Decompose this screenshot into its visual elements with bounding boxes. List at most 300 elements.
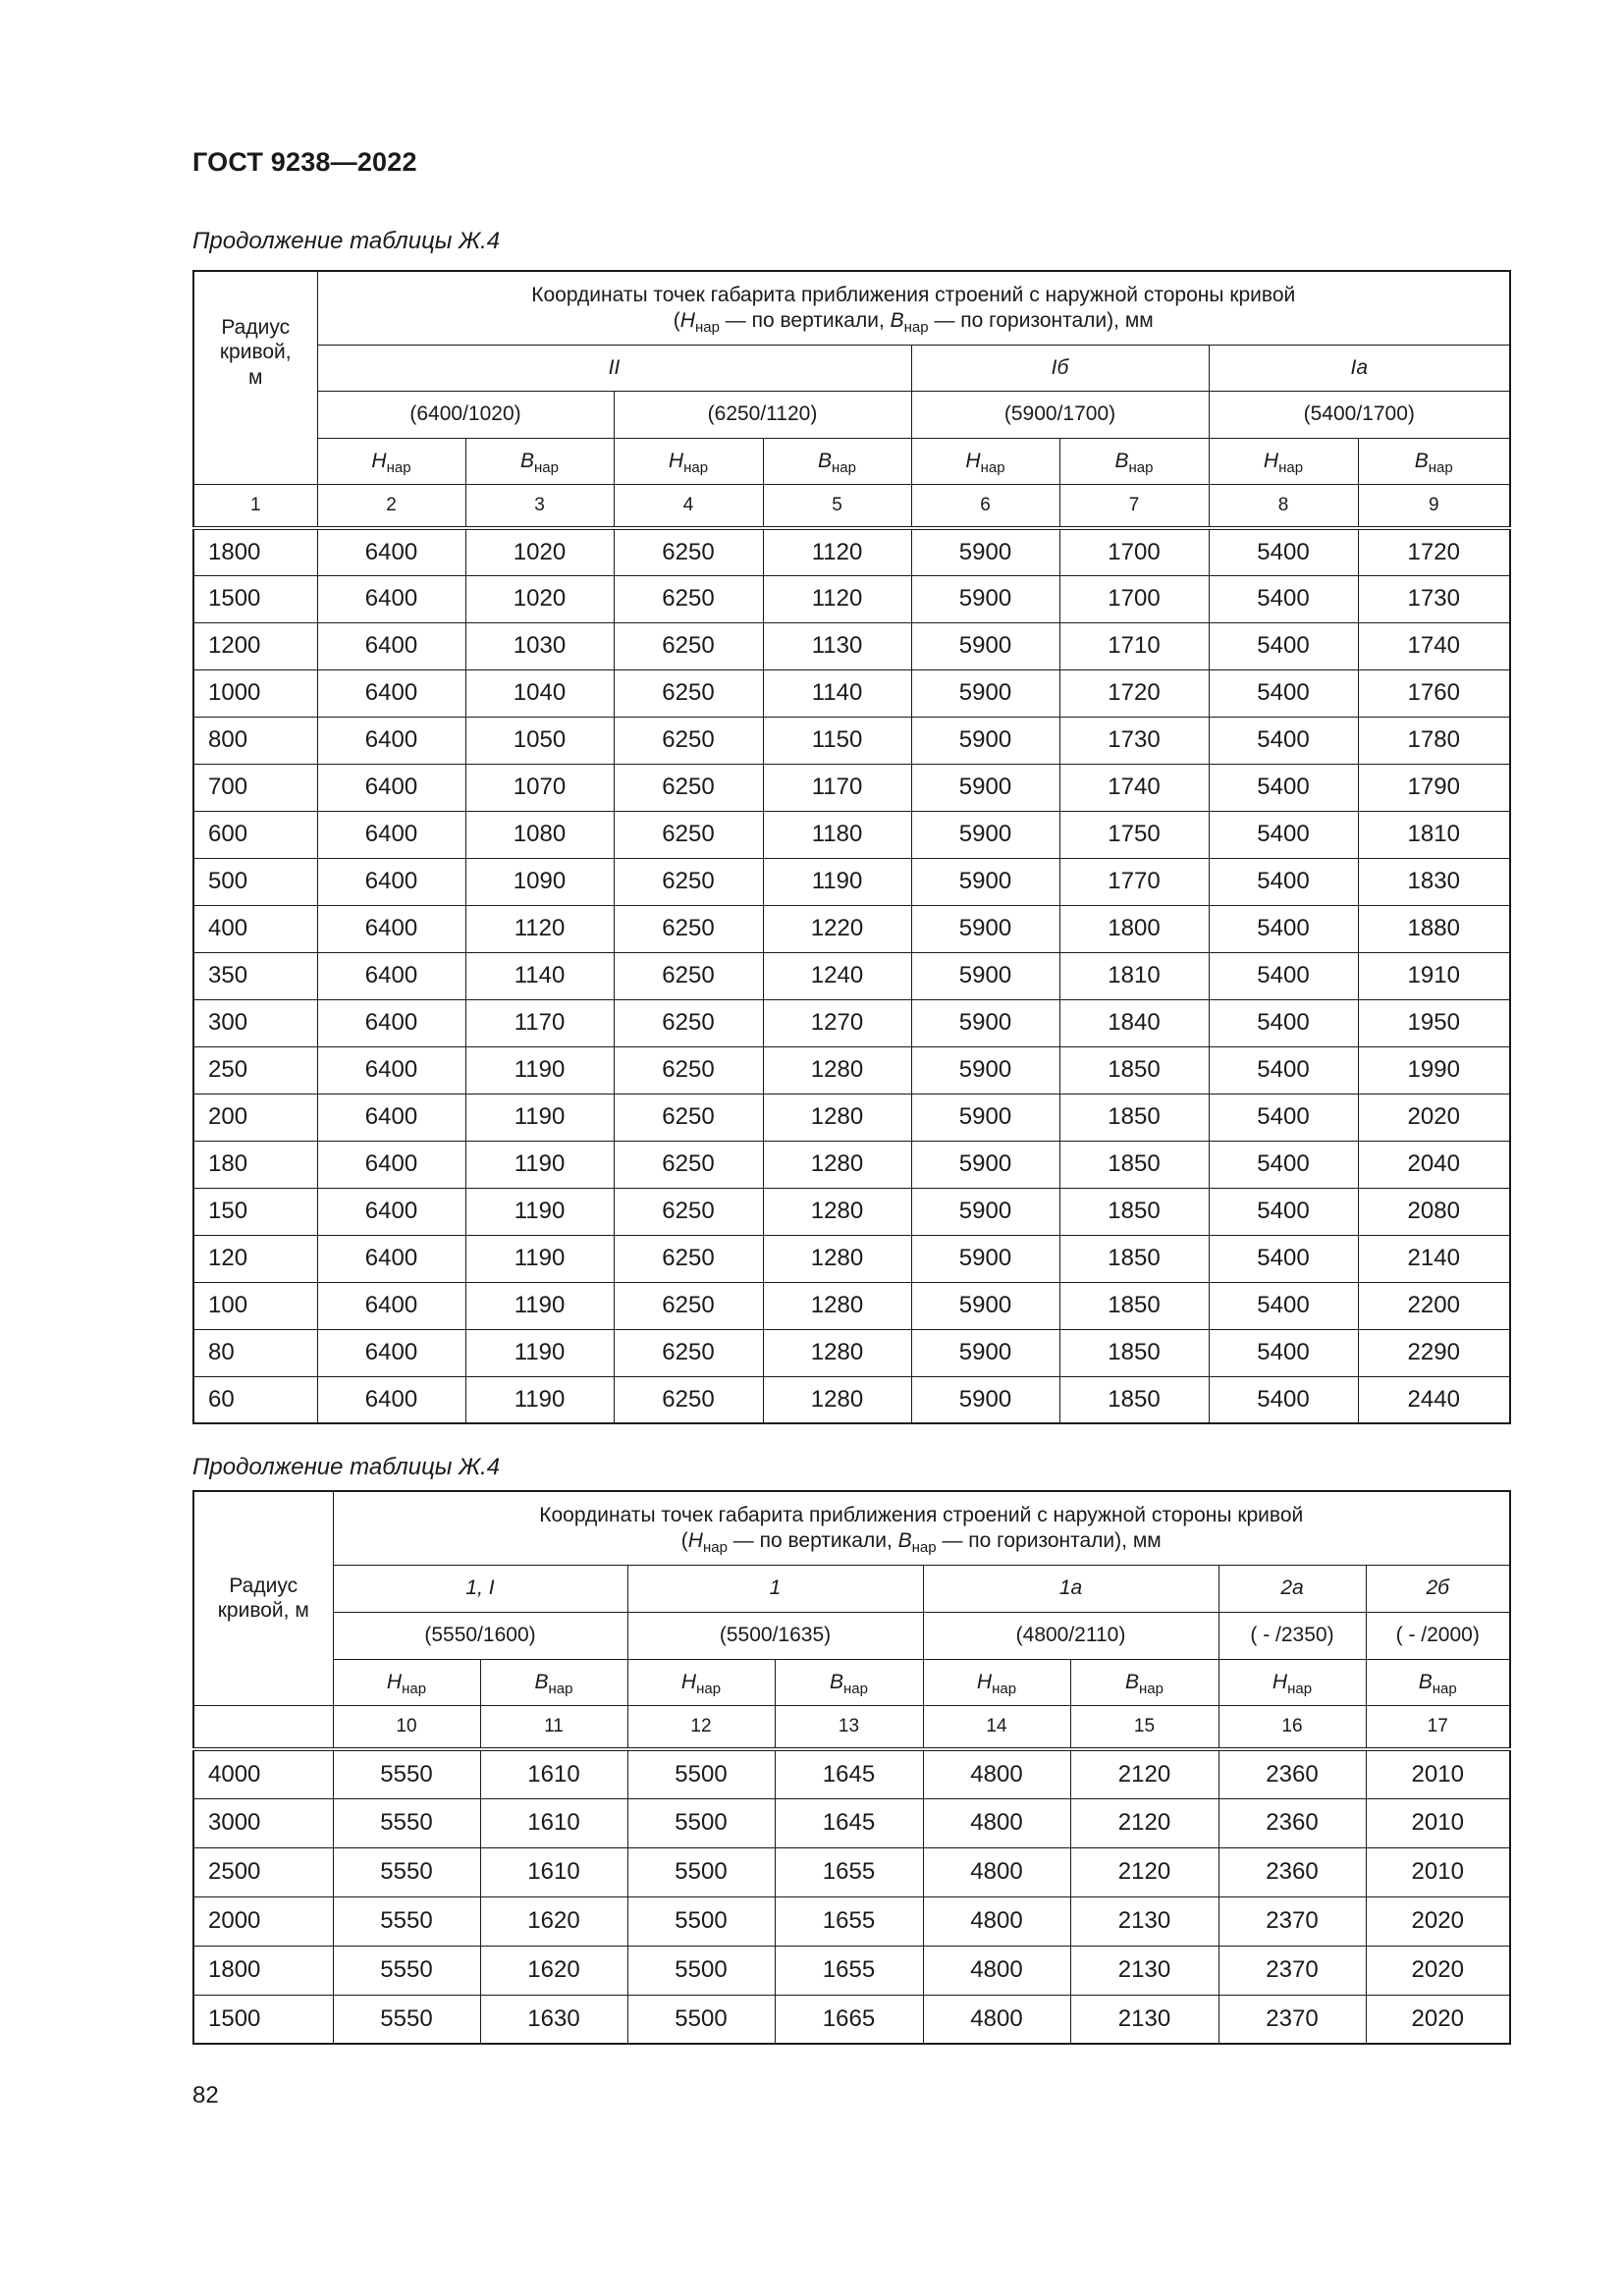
value-cell: 5400 [1209,764,1358,811]
value-cell: 2130 [1070,1896,1218,1946]
table-row [193,1329,1510,1376]
radius-cell: 1500 [193,1995,333,2044]
value-cell: 6250 [614,622,763,669]
value-cell: 5500 [627,1847,775,1896]
radius-cell: 1500 [193,575,317,622]
value-cell: 5900 [911,1141,1059,1188]
value-cell: 1655 [775,1896,923,1946]
value-cell: 1280 [763,1141,911,1188]
table-row [193,1946,1510,1995]
value-cell: 1630 [480,1995,627,2044]
value-cell: 5900 [911,622,1059,669]
value-cell: 2120 [1070,1749,1218,1798]
gabarit-header: (5550/1600) [333,1612,627,1659]
group-title [317,271,1510,345]
value-cell: 1180 [763,811,911,858]
value-cell: 1070 [465,764,614,811]
value-cell: 2370 [1218,1995,1366,2044]
value-cell: 1645 [775,1798,923,1847]
value-cell: 6250 [614,764,763,811]
value-cell: 2020 [1366,1896,1510,1946]
value-cell: 6400 [317,1282,465,1329]
column-number: 17 [1366,1705,1510,1749]
value-cell: 6400 [317,717,465,764]
value-cell: 2020 [1366,1995,1510,2044]
value-cell: 5900 [911,811,1059,858]
value-cell: 1950 [1358,999,1510,1046]
value-cell: 5400 [1209,1141,1358,1188]
value-cell: 1760 [1358,669,1510,717]
value-cell: 1140 [763,669,911,717]
radius-cell: 100 [193,1282,317,1329]
value-cell: 5400 [1209,528,1358,575]
value-cell: 1280 [763,1376,911,1423]
value-cell: 5400 [1209,952,1358,999]
radius-cell: 2000 [193,1896,333,1946]
value-cell: 1850 [1059,1282,1209,1329]
h-symbol-header: $H_{нар}$ [1209,438,1358,484]
value-cell: 1020 [465,575,614,622]
value-cell: 5900 [911,858,1059,905]
value-cell: 1740 [1358,622,1510,669]
b-symbol-header: $B_{нар}$ [1059,438,1209,484]
value-cell: 1190 [465,1046,614,1094]
b-symbol-header: $B_{нар}$ [480,1659,627,1705]
value-cell: 6400 [317,1094,465,1141]
table-row [193,1141,1510,1188]
h-symbol-header: $H_{нар}$ [1218,1659,1366,1705]
table-row [193,1188,1510,1235]
column-number: 8 [1209,484,1358,528]
value-cell: 1020 [465,528,614,575]
group-title-line2: ($H_{нар}$ — по вертикали, $B_{нар}$ — по горизонтали), мм [673,308,1154,336]
value-cell: 1280 [763,1329,911,1376]
value-cell: 1150 [763,717,911,764]
value-cell: 4800 [923,1749,1070,1798]
value-cell: 5550 [333,1896,480,1946]
value-cell: 5400 [1209,811,1358,858]
column-number: 4 [614,484,763,528]
gabarit-header: (5400/1700) [1209,391,1510,438]
value-cell: 5400 [1209,1235,1358,1282]
value-cell: 6250 [614,575,763,622]
value-cell: 1990 [1358,1046,1510,1094]
value-cell: 1850 [1059,1188,1209,1235]
column-number: 6 [911,484,1059,528]
table-row [193,952,1510,999]
radius-cell: 400 [193,905,317,952]
radius-cell: 200 [193,1094,317,1141]
b-symbol-header: $B_{нар}$ [763,438,911,484]
table-row [193,1094,1510,1141]
group-title-line2: ($H_{нар}$ — по вертикали, $B_{нар}$ — по горизонтали), мм [680,1528,1162,1556]
value-cell: 1190 [465,1376,614,1423]
value-cell: 5400 [1209,1046,1358,1094]
value-cell: 5550 [333,1749,480,1798]
value-cell: 2130 [1070,1946,1218,1995]
value-cell: 1280 [763,1094,911,1141]
group-title-line1: Координаты точек габарита приближения строений с наружной стороны кривой [539,1504,1304,1527]
value-cell: 2120 [1070,1798,1218,1847]
radius-cell: 3000 [193,1798,333,1847]
gabarit-header: ( - /2350) [1218,1612,1366,1659]
radius-cell: 80 [193,1329,317,1376]
value-cell: 2010 [1366,1749,1510,1798]
value-cell: 1655 [775,1847,923,1896]
value-cell: 4800 [923,1798,1070,1847]
table-row [193,1798,1510,1847]
value-cell: 1190 [465,1329,614,1376]
value-cell: 1710 [1059,622,1209,669]
radius-cell: 500 [193,858,317,905]
column-number: 10 [333,1705,480,1749]
value-cell: 1645 [775,1749,923,1798]
value-cell: 5550 [333,1847,480,1896]
value-cell: 6250 [614,1188,763,1235]
class-header: II [317,345,911,391]
value-cell: 2360 [1218,1798,1366,1847]
radius-cell: 1800 [193,1946,333,1995]
value-cell: 6400 [317,858,465,905]
value-cell: 6400 [317,622,465,669]
value-cell: 2200 [1358,1282,1510,1329]
value-cell: 5500 [627,1995,775,2044]
value-cell: 1610 [480,1798,627,1847]
value-cell: 2290 [1358,1329,1510,1376]
radius-cell: 150 [193,1188,317,1235]
value-cell: 6250 [614,1235,763,1282]
value-cell: 1850 [1059,1235,1209,1282]
radius-cell: 250 [193,1046,317,1094]
value-cell: 5900 [911,669,1059,717]
value-cell: 5900 [911,575,1059,622]
value-cell: 5900 [911,1282,1059,1329]
table-row [193,905,1510,952]
value-cell: 1700 [1059,575,1209,622]
value-cell: 6250 [614,1094,763,1141]
column-number: 12 [627,1705,775,1749]
b-symbol-header: $B_{нар}$ [1358,438,1510,484]
h-symbol-header: $H_{нар}$ [923,1659,1070,1705]
value-cell: 1610 [480,1847,627,1896]
radius-cell: 700 [193,764,317,811]
radius-cell: 2500 [193,1847,333,1896]
value-cell: 1830 [1358,858,1510,905]
value-cell: 6400 [317,1376,465,1423]
value-cell: 5500 [627,1798,775,1847]
radius-header-spacer [193,1705,333,1749]
value-cell: 6250 [614,1329,763,1376]
value-cell: 6250 [614,952,763,999]
radius-cell: 60 [193,1376,317,1423]
table-row [193,764,1510,811]
value-cell: 1190 [465,1141,614,1188]
radius-cell: 1200 [193,622,317,669]
value-cell: 6400 [317,811,465,858]
value-cell: 2130 [1070,1995,1218,2044]
value-cell: 6400 [317,528,465,575]
column-number: 14 [923,1705,1070,1749]
value-cell: 6250 [614,717,763,764]
table2 [192,1490,1511,2045]
value-cell: 2020 [1358,1094,1510,1141]
value-cell: 1030 [465,622,614,669]
page-number: 82 [192,2082,219,2109]
value-cell: 1850 [1059,1376,1209,1423]
value-cell: 5400 [1209,858,1358,905]
h-symbol-header: $H_{нар}$ [627,1659,775,1705]
value-cell: 1665 [775,1995,923,2044]
table-row [193,1376,1510,1423]
document-standard-number: ГОСТ 9238—2022 [192,147,417,177]
value-cell: 4800 [923,1896,1070,1946]
table-row [193,1995,1510,2044]
value-cell: 1190 [465,1094,614,1141]
value-cell: 1080 [465,811,614,858]
table-row [193,1046,1510,1094]
value-cell: 6250 [614,1141,763,1188]
radius-cell: 4000 [193,1749,333,1798]
value-cell: 2080 [1358,1188,1510,1235]
value-cell: 1750 [1059,811,1209,858]
radius-cell: 800 [193,717,317,764]
value-cell: 5550 [333,1946,480,1995]
table-row [193,1847,1510,1896]
gabarit-header: (5500/1635) [627,1612,923,1659]
column-number: 2 [317,484,465,528]
value-cell: 1655 [775,1946,923,1995]
value-cell: 1730 [1059,717,1209,764]
column-number: 15 [1070,1705,1218,1749]
value-cell: 1770 [1059,858,1209,905]
column-number: 5 [763,484,911,528]
value-cell: 5900 [911,1376,1059,1423]
value-cell: 1050 [465,717,614,764]
class-header: 1, I [333,1565,627,1612]
value-cell: 1280 [763,1046,911,1094]
value-cell: 6250 [614,528,763,575]
value-cell: 1620 [480,1896,627,1946]
value-cell: 1190 [465,1188,614,1235]
column-number: 13 [775,1705,923,1749]
b-symbol-header: $B_{нар}$ [1366,1659,1510,1705]
table-row [193,575,1510,622]
value-cell: 6400 [317,1141,465,1188]
class-header: 2б [1366,1565,1510,1612]
gabarit-header: (4800/2110) [923,1612,1218,1659]
column-number: 7 [1059,484,1209,528]
value-cell: 5400 [1209,1094,1358,1141]
value-cell: 6400 [317,575,465,622]
value-cell: 5550 [333,1995,480,2044]
value-cell: 6250 [614,1376,763,1423]
value-cell: 1610 [480,1749,627,1798]
b-symbol-header: $B_{нар}$ [465,438,614,484]
table-row [193,669,1510,717]
radius-cell: 120 [193,1235,317,1282]
value-cell: 2360 [1218,1847,1366,1896]
value-cell: 5400 [1209,1376,1358,1423]
table1-body [193,528,1510,1423]
table-row [193,1749,1510,1798]
value-cell: 1190 [465,1282,614,1329]
class-header: Iа [1209,345,1510,391]
value-cell: 2040 [1358,1141,1510,1188]
value-cell: 5400 [1209,669,1358,717]
value-cell: 6400 [317,1235,465,1282]
value-cell: 5900 [911,528,1059,575]
value-cell: 5900 [911,764,1059,811]
table-row [193,858,1510,905]
table-row [193,717,1510,764]
class-header: Iб [911,345,1209,391]
value-cell: 6400 [317,1188,465,1235]
radius-cell: 1000 [193,669,317,717]
value-cell: 1120 [763,528,911,575]
value-cell: 2140 [1358,1235,1510,1282]
value-cell: 6250 [614,811,763,858]
value-cell: 5550 [333,1798,480,1847]
value-cell: 5400 [1209,905,1358,952]
column-number: 3 [465,484,614,528]
value-cell: 1850 [1059,1329,1209,1376]
value-cell: 6400 [317,952,465,999]
value-cell: 1620 [480,1946,627,1995]
group-title [333,1491,1510,1565]
class-header: 2а [1218,1565,1366,1612]
value-cell: 1810 [1358,811,1510,858]
value-cell: 6400 [317,999,465,1046]
radius-cell: 1800 [193,528,317,575]
value-cell: 2120 [1070,1847,1218,1896]
value-cell: 5900 [911,999,1059,1046]
value-cell: 1220 [763,905,911,952]
value-cell: 2020 [1366,1946,1510,1995]
value-cell: 6250 [614,905,763,952]
value-cell: 1090 [465,858,614,905]
h-symbol-header: $H_{нар}$ [911,438,1059,484]
table2-body [193,1749,1510,2044]
value-cell: 1190 [763,858,911,905]
value-cell: 1740 [1059,764,1209,811]
value-cell: 5900 [911,1094,1059,1141]
value-cell: 1850 [1059,1046,1209,1094]
table-row [193,1282,1510,1329]
value-cell: 5400 [1209,717,1358,764]
value-cell: 1130 [763,622,911,669]
table-row [193,1896,1510,1946]
group-title-line1: Координаты точек габарита приближения строений с наружной стороны кривой [531,284,1296,307]
gabarit-header: (6250/1120) [614,391,911,438]
value-cell: 6400 [317,1046,465,1094]
value-cell: 6250 [614,999,763,1046]
value-cell: 4800 [923,1995,1070,2044]
value-cell: 5400 [1209,575,1358,622]
value-cell: 5900 [911,905,1059,952]
value-cell: 4800 [923,1847,1070,1896]
gabarit-header: (6400/1020) [317,391,614,438]
h-symbol-header: $H_{нар}$ [317,438,465,484]
radius-cell: 600 [193,811,317,858]
value-cell: 1190 [465,1235,614,1282]
value-cell: 5400 [1209,1329,1358,1376]
radius-header: Радиус кривой, м [193,271,317,484]
value-cell: 1140 [465,952,614,999]
value-cell: 5400 [1209,622,1358,669]
value-cell: 5400 [1209,999,1358,1046]
value-cell: 6400 [317,764,465,811]
value-cell: 5900 [911,1329,1059,1376]
value-cell: 5500 [627,1896,775,1946]
value-cell: 5900 [911,717,1059,764]
value-cell: 2370 [1218,1946,1366,1995]
value-cell: 1270 [763,999,911,1046]
h-symbol-header: $H_{нар}$ [333,1659,480,1705]
h-symbol-header: $H_{нар}$ [614,438,763,484]
column-number: 11 [480,1705,627,1749]
value-cell: 1850 [1059,1141,1209,1188]
value-cell: 5400 [1209,1282,1358,1329]
value-cell: 1240 [763,952,911,999]
value-cell: 1880 [1358,905,1510,952]
value-cell: 1780 [1358,717,1510,764]
gabarit-header: ( - /2000) [1366,1612,1510,1659]
value-cell: 6250 [614,858,763,905]
table-row [193,528,1510,575]
table-row [193,1235,1510,1282]
value-cell: 1810 [1059,952,1209,999]
value-cell: 2010 [1366,1798,1510,1847]
radius-cell: 350 [193,952,317,999]
value-cell: 1720 [1059,669,1209,717]
radius-header: Радиус кривой, м [193,1491,333,1705]
value-cell: 1840 [1059,999,1209,1046]
column-number: 9 [1358,484,1510,528]
table1 [192,270,1511,1424]
value-cell: 1170 [465,999,614,1046]
table2-caption: Продолжение таблицы Ж.4 [192,1454,501,1480]
b-symbol-header: $B_{нар}$ [775,1659,923,1705]
class-header: 1 [627,1565,923,1612]
value-cell: 1120 [465,905,614,952]
value-cell: 5900 [911,1235,1059,1282]
value-cell: 6250 [614,669,763,717]
value-cell: 1850 [1059,1094,1209,1141]
table-row [193,811,1510,858]
value-cell: 1120 [763,575,911,622]
value-cell: 1280 [763,1235,911,1282]
value-cell: 5900 [911,1046,1059,1094]
value-cell: 1280 [763,1188,911,1235]
value-cell: 6400 [317,1329,465,1376]
value-cell: 2360 [1218,1749,1366,1798]
value-cell: 1790 [1358,764,1510,811]
value-cell: 2370 [1218,1896,1366,1946]
value-cell: 1040 [465,669,614,717]
value-cell: 6250 [614,1282,763,1329]
value-cell: 1730 [1358,575,1510,622]
gabarit-header: (5900/1700) [911,391,1209,438]
column-number: 16 [1218,1705,1366,1749]
value-cell: 1720 [1358,528,1510,575]
value-cell: 5500 [627,1749,775,1798]
value-cell: 5500 [627,1946,775,1995]
value-cell: 2440 [1358,1376,1510,1423]
table-row [193,999,1510,1046]
value-cell: 6400 [317,905,465,952]
value-cell: 6250 [614,1046,763,1094]
class-header: 1а [923,1565,1218,1612]
